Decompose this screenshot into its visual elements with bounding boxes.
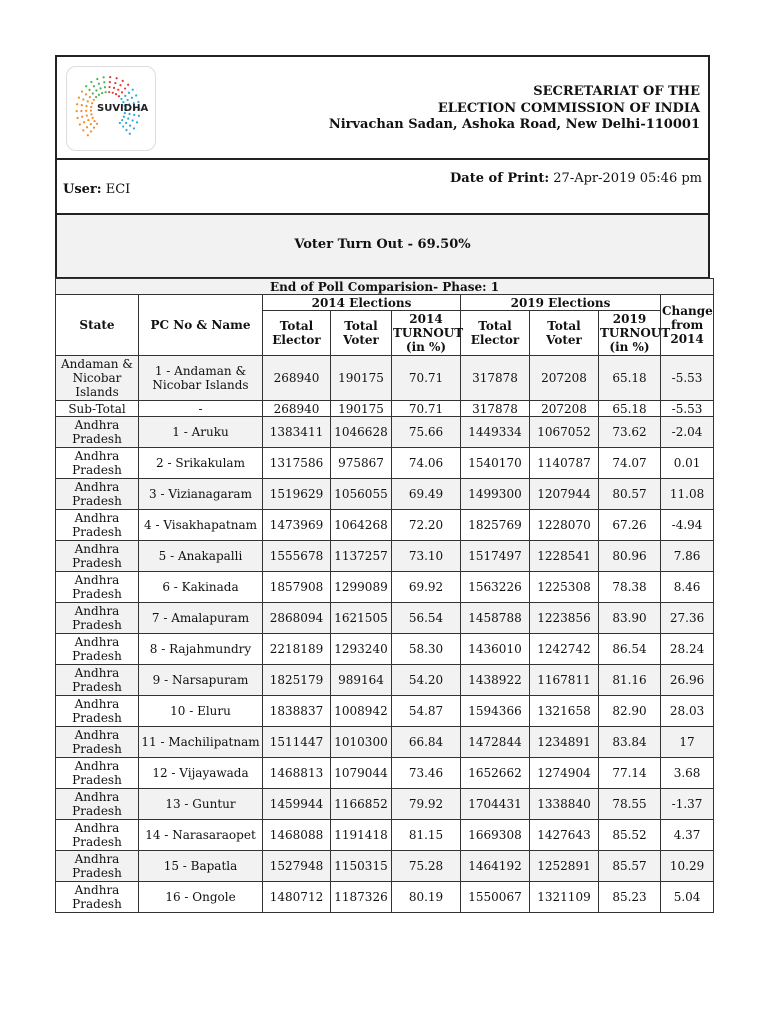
cell-total-elector-2019: 1652662 (461, 758, 530, 789)
cell-total-voter-2019: 1140787 (530, 448, 599, 479)
user-label: User: (63, 182, 102, 197)
cell-turnout-2014: 79.92 (392, 789, 461, 820)
cell-total-elector-2019: 1449334 (461, 417, 530, 448)
turnout-section (55, 213, 710, 279)
cell-pc-name: 3 - Vizianagaram (139, 479, 263, 510)
cell-state: Andhra Pradesh (56, 820, 139, 851)
cell-change: 7.86 (661, 541, 714, 572)
table-row (56, 851, 714, 882)
group-2014: 2014 Elections (263, 295, 461, 311)
report-header (55, 55, 710, 159)
cell-total-elector-2014: 1527948 (263, 851, 331, 882)
cell-total-voter-2019: 207208 (530, 401, 599, 417)
cell-state: Andhra Pradesh (56, 541, 139, 572)
cell-turnout-2014: 80.19 (392, 882, 461, 913)
cell-state: Andhra Pradesh (56, 665, 139, 696)
cell-total-voter-2014: 1137257 (331, 541, 392, 572)
date-of-print (450, 171, 702, 186)
cell-turnout-2019: 77.14 (599, 758, 661, 789)
cell-change: 26.96 (661, 665, 714, 696)
cell-state: Andhra Pradesh (56, 479, 139, 510)
col-state: State (56, 295, 139, 356)
cell-total-voter-2019: 1427643 (530, 820, 599, 851)
cell-total-voter-2014: 1008942 (331, 696, 392, 727)
table-row (56, 882, 714, 913)
cell-total-elector-2014: 1480712 (263, 882, 331, 913)
cell-turnout-2019: 85.23 (599, 882, 661, 913)
cell-change: -1.37 (661, 789, 714, 820)
cell-total-voter-2014: 1150315 (331, 851, 392, 882)
suvidha-logo (66, 66, 156, 151)
cell-pc-name: - (139, 401, 263, 417)
cell-state: Andhra Pradesh (56, 510, 139, 541)
cell-total-elector-2019: 1499300 (461, 479, 530, 510)
cell-total-elector-2014: 268940 (263, 401, 331, 417)
cell-change: 4.37 (661, 820, 714, 851)
cell-turnout-2014: 69.49 (392, 479, 461, 510)
cell-turnout-2019: 65.18 (599, 401, 661, 417)
org-line: ELECTION COMMISSION OF INDIA (437, 100, 700, 116)
cell-turnout-2014: 70.71 (392, 401, 461, 417)
cell-pc-name: 11 - Machilipatnam (139, 727, 263, 758)
cell-turnout-2019: 81.16 (599, 665, 661, 696)
cell-state: Andhra Pradesh (56, 851, 139, 882)
cell-total-elector-2019: 1438922 (461, 665, 530, 696)
cell-state: Andhra Pradesh (56, 448, 139, 479)
user-info (63, 182, 130, 197)
cell-state: Andhra Pradesh (56, 789, 139, 820)
cell-total-elector-2019: 1550067 (461, 882, 530, 913)
cell-turnout-2019: 73.62 (599, 417, 661, 448)
cell-turnout-2014: 56.54 (392, 603, 461, 634)
cell-turnout-2019: 78.55 (599, 789, 661, 820)
org-line: Nirvachan Sadan, Ashoka Road, New Delhi-110001 (328, 117, 700, 132)
cell-change: -4.94 (661, 510, 714, 541)
cell-turnout-2014: 54.87 (392, 696, 461, 727)
cell-total-elector-2019: 1472844 (461, 727, 530, 758)
cell-total-voter-2019: 1228070 (530, 510, 599, 541)
cell-total-elector-2019: 1669308 (461, 820, 530, 851)
cell-change: 0.01 (661, 448, 714, 479)
cell-pc-name: 16 - Ongole (139, 882, 263, 913)
cell-change: 10.29 (661, 851, 714, 882)
cell-pc-name: 1 - Aruku (139, 417, 263, 448)
cell-turnout-2019: 85.57 (599, 851, 661, 882)
user-value: ECI (105, 182, 131, 197)
cell-change: -5.53 (661, 401, 714, 417)
cell-turnout-2019: 83.84 (599, 727, 661, 758)
table-row (56, 696, 714, 727)
cell-change: -2.04 (661, 417, 714, 448)
cell-total-voter-2019: 1167811 (530, 665, 599, 696)
cell-total-elector-2014: 1555678 (263, 541, 331, 572)
table-row (56, 541, 714, 572)
cell-state: Andaman & Nicobar Islands (56, 356, 139, 401)
cell-turnout-2014: 75.66 (392, 417, 461, 448)
cell-change: 17 (661, 727, 714, 758)
col-total-voter-2014: Total Voter (331, 311, 392, 356)
cell-total-elector-2014: 1511447 (263, 727, 331, 758)
cell-change: 11.08 (661, 479, 714, 510)
cell-turnout-2019: 74.07 (599, 448, 661, 479)
table-row (56, 510, 714, 541)
cell-turnout-2014: 81.15 (392, 820, 461, 851)
cell-state: Andhra Pradesh (56, 417, 139, 448)
cell-total-elector-2014: 1825179 (263, 665, 331, 696)
col-turnout-2019: 2019 TURNOUT (in %) (600, 312, 671, 354)
cell-pc-name: 8 - Rajahmundry (139, 634, 263, 665)
cell-total-voter-2019: 1252891 (530, 851, 599, 882)
cell-total-voter-2014: 190175 (331, 401, 392, 417)
cell-total-voter-2019: 1067052 (530, 417, 599, 448)
cell-pc-name: 15 - Bapatla (139, 851, 263, 882)
table-row (56, 448, 714, 479)
cell-turnout-2014: 70.71 (392, 356, 461, 401)
logo-text: SUVIDHA (97, 103, 149, 114)
cell-state: Andhra Pradesh (56, 727, 139, 758)
cell-turnout-2019: 80.57 (599, 479, 661, 510)
col-pc: PC No & Name (139, 295, 263, 356)
cell-total-elector-2019: 1517497 (461, 541, 530, 572)
cell-total-voter-2019: 1223856 (530, 603, 599, 634)
table-row (56, 417, 714, 448)
cell-total-voter-2014: 1079044 (331, 758, 392, 789)
cell-state: Andhra Pradesh (56, 634, 139, 665)
cell-total-voter-2014: 1293240 (331, 634, 392, 665)
cell-pc-name: 6 - Kakinada (139, 572, 263, 603)
cell-total-elector-2014: 1468088 (263, 820, 331, 851)
cell-turnout-2014: 75.28 (392, 851, 461, 882)
cell-pc-name: 13 - Guntur (139, 789, 263, 820)
cell-total-voter-2019: 1338840 (530, 789, 599, 820)
group-2019: 2019 Elections (461, 295, 661, 311)
table-row (56, 727, 714, 758)
cell-change: 28.03 (661, 696, 714, 727)
cell-total-voter-2019: 1321658 (530, 696, 599, 727)
cell-state: Andhra Pradesh (56, 758, 139, 789)
cell-turnout-2014: 73.10 (392, 541, 461, 572)
cell-total-voter-2014: 1064268 (331, 510, 392, 541)
col-turnout-2014: 2014 TURNOUT (in %) (393, 312, 464, 354)
cell-total-voter-2014: 989164 (331, 665, 392, 696)
cell-change: -5.53 (661, 356, 714, 401)
cell-total-voter-2019: 1274904 (530, 758, 599, 789)
cell-turnout-2019: 67.26 (599, 510, 661, 541)
cell-total-elector-2014: 1468813 (263, 758, 331, 789)
cell-state: Andhra Pradesh (56, 696, 139, 727)
table-row (56, 572, 714, 603)
cell-total-voter-2014: 1046628 (331, 417, 392, 448)
cell-pc-name: 12 - Vijayawada (139, 758, 263, 789)
cell-total-voter-2014: 1191418 (331, 820, 392, 851)
col-total-voter-2019: Total Voter (530, 311, 599, 356)
table-row (56, 479, 714, 510)
cell-turnout-2019: 86.54 (599, 634, 661, 665)
cell-total-elector-2014: 1519629 (263, 479, 331, 510)
cell-state: Andhra Pradesh (56, 572, 139, 603)
cell-pc-name: 14 - Narasaraopet (139, 820, 263, 851)
cell-turnout-2019: 82.90 (599, 696, 661, 727)
cell-total-elector-2019: 1825769 (461, 510, 530, 541)
table-row (56, 603, 714, 634)
cell-total-voter-2019: 1321109 (530, 882, 599, 913)
meta-row (55, 158, 710, 214)
col-change: Change from 2014 (661, 295, 714, 356)
cell-state: Andhra Pradesh (56, 603, 139, 634)
cell-total-voter-2014: 1166852 (331, 789, 392, 820)
cell-total-voter-2014: 190175 (331, 356, 392, 401)
cell-total-elector-2019: 1436010 (461, 634, 530, 665)
cell-turnout-2014: 66.84 (392, 727, 461, 758)
cell-turnout-2014: 74.06 (392, 448, 461, 479)
cell-total-elector-2014: 268940 (263, 356, 331, 401)
cell-total-elector-2019: 1540170 (461, 448, 530, 479)
cell-change: 5.04 (661, 882, 714, 913)
cell-total-voter-2014: 975867 (331, 448, 392, 479)
cell-total-elector-2014: 2218189 (263, 634, 331, 665)
table-row (56, 665, 714, 696)
cell-total-voter-2014: 1621505 (331, 603, 392, 634)
cell-total-elector-2019: 317878 (461, 401, 530, 417)
table-row (56, 789, 714, 820)
cell-total-voter-2019: 1225308 (530, 572, 599, 603)
cell-turnout-2019: 78.38 (599, 572, 661, 603)
cell-total-voter-2019: 1242742 (530, 634, 599, 665)
cell-state: Andhra Pradesh (56, 882, 139, 913)
cell-pc-name: 10 - Eluru (139, 696, 263, 727)
col-total-elector-2014: Total Elector (263, 311, 331, 356)
cell-total-elector-2014: 1838837 (263, 696, 331, 727)
table-title: End of Poll Comparision- Phase: 1 (56, 279, 714, 295)
cell-total-elector-2014: 1857908 (263, 572, 331, 603)
cell-pc-name: 1 - Andaman & Nicobar Islands (139, 356, 263, 401)
cell-pc-name: 4 - Visakhapatnam (139, 510, 263, 541)
cell-total-elector-2019: 1594366 (461, 696, 530, 727)
cell-total-elector-2014: 1317586 (263, 448, 331, 479)
org-line: SECRETARIAT OF THE (533, 84, 700, 99)
cell-total-elector-2014: 1473969 (263, 510, 331, 541)
cell-turnout-2014: 73.46 (392, 758, 461, 789)
date-label: Date of Print: (450, 171, 550, 186)
cell-turnout-2014: 72.20 (392, 510, 461, 541)
cell-turnout-2014: 69.92 (392, 572, 461, 603)
cell-total-elector-2014: 1383411 (263, 417, 331, 448)
cell-change: 8.46 (661, 572, 714, 603)
voter-turnout: Voter Turn Out - 69.50% (294, 237, 471, 252)
cell-total-voter-2019: 1234891 (530, 727, 599, 758)
cell-change: 3.68 (661, 758, 714, 789)
comparison-table (55, 278, 714, 913)
cell-pc-name: 9 - Narsapuram (139, 665, 263, 696)
cell-total-elector-2014: 1459944 (263, 789, 331, 820)
cell-change: 28.24 (661, 634, 714, 665)
cell-total-elector-2019: 1458788 (461, 603, 530, 634)
cell-total-voter-2014: 1010300 (331, 727, 392, 758)
cell-total-elector-2019: 1464192 (461, 851, 530, 882)
cell-total-elector-2019: 317878 (461, 356, 530, 401)
cell-total-voter-2019: 1228541 (530, 541, 599, 572)
cell-turnout-2019: 85.52 (599, 820, 661, 851)
cell-total-elector-2019: 1704431 (461, 789, 530, 820)
cell-total-elector-2019: 1563226 (461, 572, 530, 603)
col-total-elector-2019: Total Elector (461, 311, 530, 356)
cell-pc-name: 5 - Anakapalli (139, 541, 263, 572)
cell-total-voter-2019: 207208 (530, 356, 599, 401)
table-row (56, 401, 714, 417)
table-row (56, 356, 714, 401)
date-value: 27-Apr-2019 05:46 pm (553, 171, 702, 186)
cell-turnout-2019: 65.18 (599, 356, 661, 401)
cell-total-voter-2019: 1207944 (530, 479, 599, 510)
cell-pc-name: 7 - Amalapuram (139, 603, 263, 634)
cell-total-voter-2014: 1299089 (331, 572, 392, 603)
cell-turnout-2019: 83.90 (599, 603, 661, 634)
cell-turnout-2014: 58.30 (392, 634, 461, 665)
cell-total-elector-2014: 2868094 (263, 603, 331, 634)
cell-change: 27.36 (661, 603, 714, 634)
cell-pc-name: 2 - Srikakulam (139, 448, 263, 479)
organization-address (329, 84, 700, 134)
table-row (56, 820, 714, 851)
cell-total-voter-2014: 1187326 (331, 882, 392, 913)
cell-state: Sub-Total (56, 401, 139, 417)
cell-total-voter-2014: 1056055 (331, 479, 392, 510)
table-row (56, 634, 714, 665)
cell-turnout-2014: 54.20 (392, 665, 461, 696)
cell-turnout-2019: 80.96 (599, 541, 661, 572)
table-row (56, 758, 714, 789)
